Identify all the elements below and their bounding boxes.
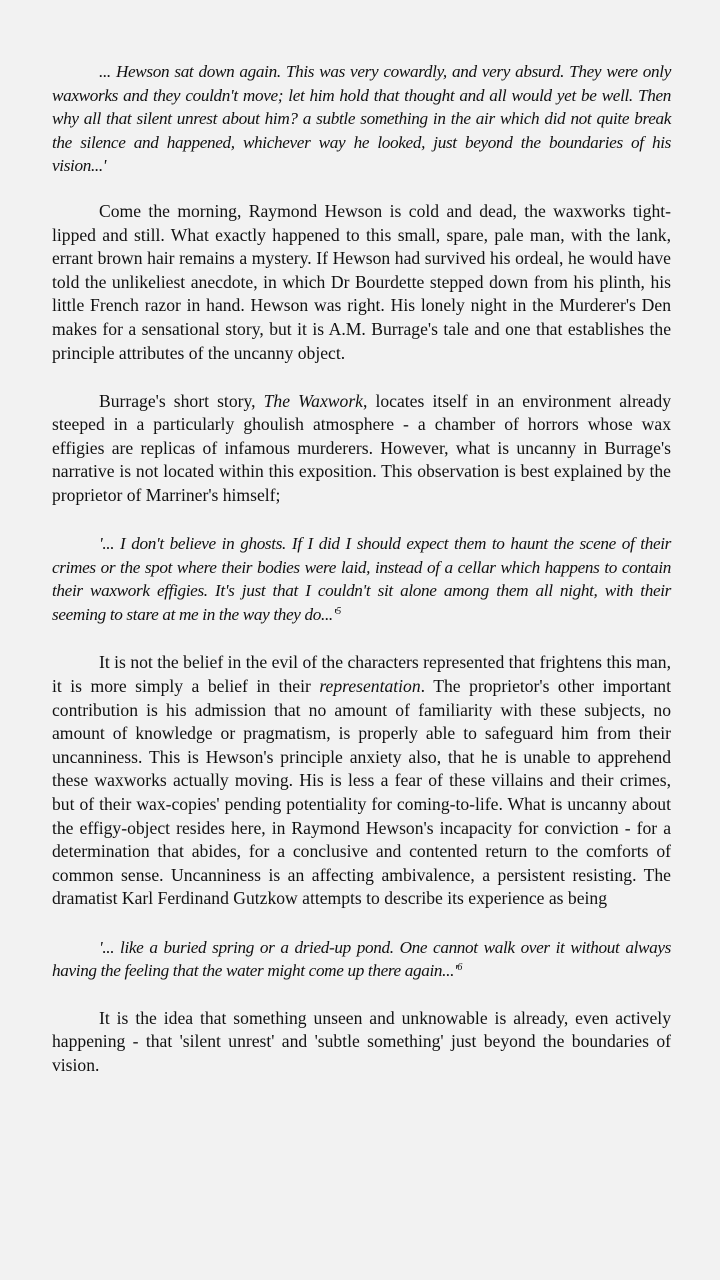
story-title: The Waxwork [263,390,363,411]
quote-text: '... like a buried spring or a dried-up pond. One cannot walk over it without always having the feeling that the water might come up there again...' [52,937,671,981]
quote-hewson [52,60,671,178]
paragraph-text-before: Burrage's short story, [99,390,264,411]
quote-text: '... I don't believe in ghosts. If I did I should expect them to haunt the scene of their crimes or the spot where their bodies were laid, instead of a cellar which happens to contain their waxwork effigies. It's just that I couldn't sit alone among them all night, with their seeming to stare at me in the way they do...' [52,534,671,624]
paragraph-text-before: It is not the belief in the evil of the characters represented that frightens this man, it is more simply a belief in their [52,652,671,697]
paragraph-come-the-morning [52,200,671,365]
document-page [52,60,671,1102]
emphasis-word: representation [319,676,421,697]
paragraph-text: It is the idea that something unseen and unknowable is already, even actively happening - that 'silent unrest' and 'subtle something' just beyond the boundaries of vision. [52,1007,671,1075]
paragraph-text-after: . The proprietor's other important contribution is his admission that no amount of familiarity with these subjects, no amount of knowledge or pragmatism, is properly able to safeguard him from their uncanniness. This is Hewson's principle anxiety also, that he is unable to apprehend these waxworks actually moving. His is less a fear of these villains and their crimes, but of their wax-copies' pending potentiality for coming-to-life. What is uncanny about the effigy-object resides here, in Raymond Hewson's incapacity for conviction - for a determination that abides, for a conclusive and contented return to the comforts of common sense. Uncanniness is an affecting ambivalence, a persistent resisting. The dramatist Karl Ferdinand Gutzkow attempts to describe its experience as being [52,676,671,909]
quote-text: ... Hewson sat down again. This was very cowardly, and very absurd. They were only waxworks and they couldn't move; let him hold that thought and all would yet be well. Then why all that silent unrest about him? a subtle something in the air which did not quite break the silence and happened, whichever way he looked, just beyond the boundaries of his vision...' [52,62,671,176]
quote-gutzkow [52,936,671,983]
footnote-marker[interactable]: 6 [457,962,463,974]
quote-proprietor [52,532,671,626]
footnote-marker[interactable]: 5 [336,605,341,617]
paragraph-text: Come the morning, Raymond Hewson is cold and dead, the waxworks tight-lipped and still. What exactly happened to this small, spare, pale man, with the lank, errant brown hair remains a mystery. If Hewson had survived his ordeal, he would have told the unlikeliest anecdote, in which Dr Bourdette stepped down from his plinth, his little French razor in hand. Hewson was right. His lonely night in the Murderer's Den makes for a sensational story, but it is A.M. Burrage's tale and one that establishes the principle attributes of the uncanny object. [52,200,671,363]
paragraph-burrage-short-story [52,390,671,508]
paragraph-belief-representation [52,651,671,911]
paragraph-idea-unseen [52,1007,671,1078]
paragraph-text-after: , locates itself in an environment already steeped in a particularly ghoulish atmosphere - a chamber of horrors whose wax effigies are replicas of infamous murderers. However, what is uncanny in Burrage's narrative is not located within this exposition. This observation is best explained by the proprietor of Marriner's himself; [52,390,672,505]
